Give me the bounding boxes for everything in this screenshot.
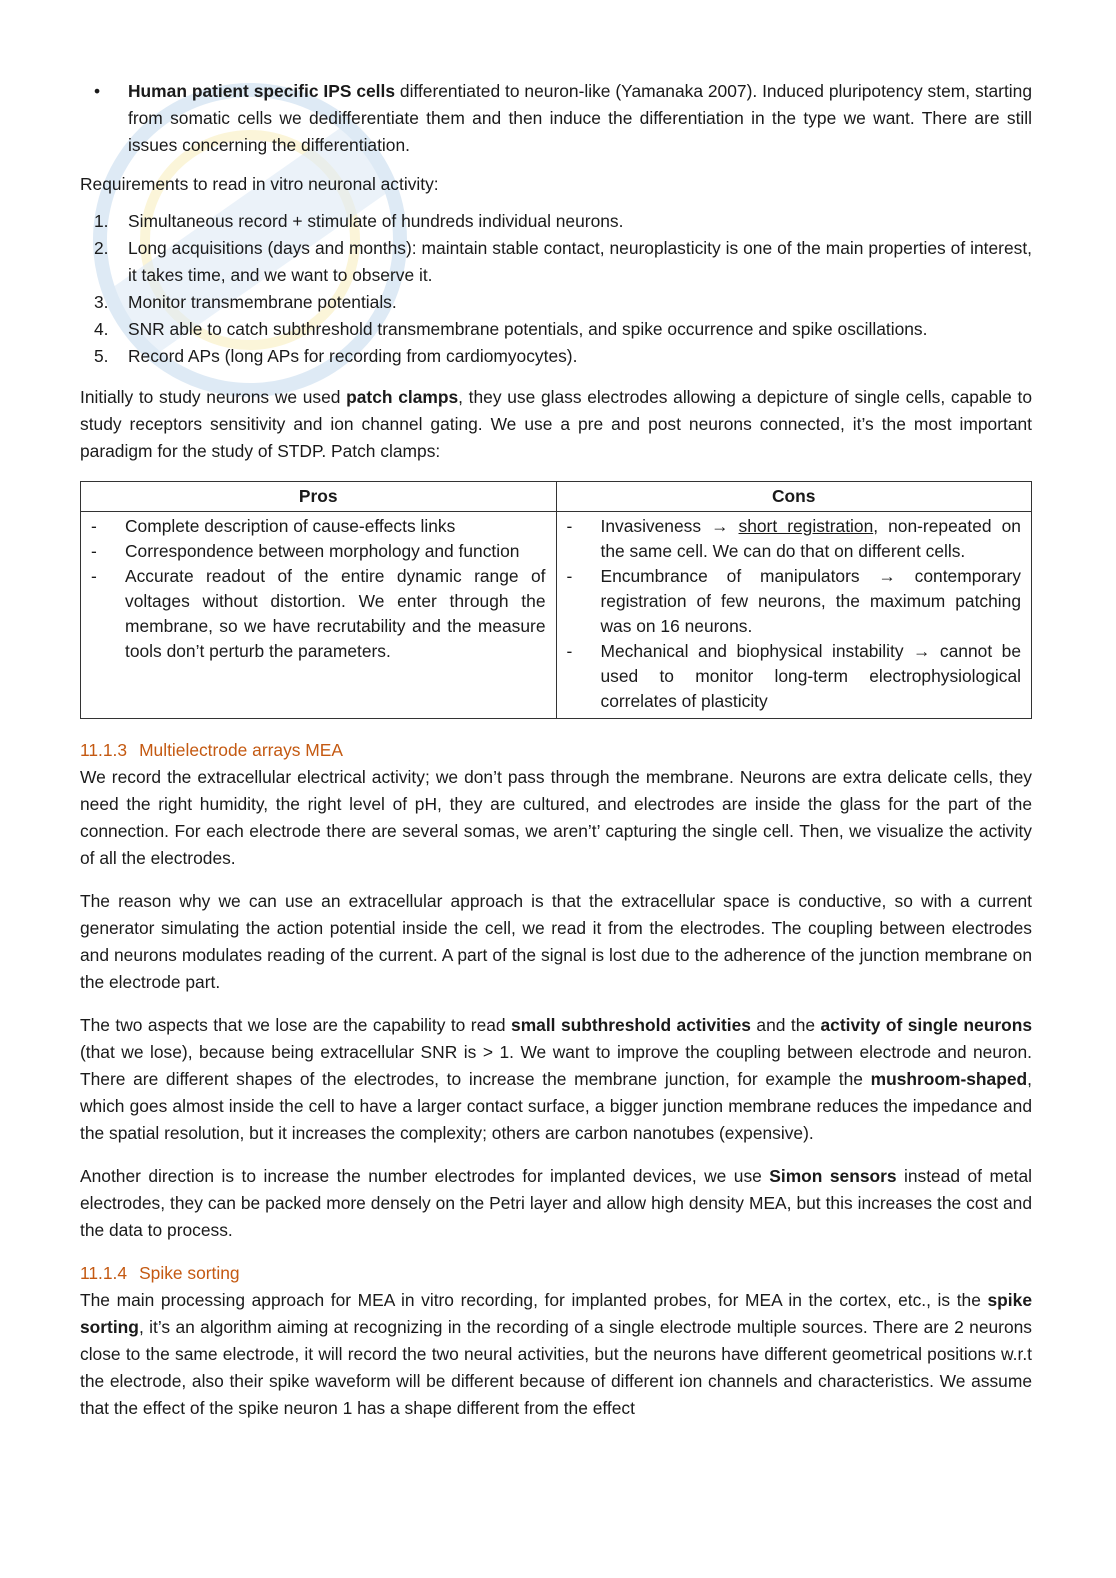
list-item: 1. Simultaneous record + stimulate of hundreds individual neurons. (94, 211, 624, 231)
pros-item: - Accurate readout of the entire dynamic range of voltages without distortion. We enter through the membrane, so we have recrutability and the measure tools don’t perturb the parameters. (85, 564, 546, 664)
cons-item: - Mechanical and biophysical instability → cannot be used to monitor long-term electrophysiological correlates of plasticity (561, 639, 1022, 714)
pros-item: - Correspondence between morphology and function (85, 539, 546, 564)
cons-cell (556, 512, 1032, 719)
list-item: 3. Monitor transmembrane potentials. (94, 292, 397, 312)
paragraph: The two aspects that we lose are the capability to read small subthreshold activities and the activity of single neurons (that we lose), because being extracellular SNR is > 1. We want to improve the coupling between electrode and neuron. There are different shapes of the electrodes, to increase the membrane junction, for example the mushroom-shaped, which goes almost inside the cell to have a larger contact surface, a bigger junction membrane reduces the impedance and the spatial resolution, but it increases the complexity; others are carbon nanotubes (expensive). (80, 1015, 1033, 1143)
paragraph: The reason why we can use an extracellular approach is that the extracellular space is conductive, so with a current generator simulating the action potential inside the cell, we read it from the electrodes. The coupling between electrodes and neurons modulates reading of the current. A part of the signal is lost due to the adherence of the junction membrane on the electrode part. (80, 891, 1032, 992)
list-item: 2. Long acquisitions (days and months): maintain stable contact, neuroplasticity is one of the main properties of interest, it takes time, and we want to observe it. (94, 238, 1032, 285)
pros-cell (81, 512, 557, 719)
list-item: 5. Record APs (long APs for recording from cardiomyocytes). (94, 346, 578, 366)
cons-item: - Encumbrance of manipulators → contemporary registration of few neurons, the maximum patching was on 16 neurons. (561, 564, 1022, 639)
intro-list (80, 78, 1032, 159)
cons-item: - Invasiveness → short registration, non-repeated on the same cell. We can do that on different cells. (561, 514, 1022, 564)
cons-header: Cons (556, 482, 1032, 512)
pros-header: Pros (81, 482, 557, 512)
paragraph: The main processing approach for MEA in vitro recording, for implanted probes, for MEA in the cortex, etc., is the spike sorting, it’s an algorithm aiming at recognizing in the recording of a single electrode multiple sources. There are 2 neurons close to the same electrode, it will record the two neural activities, but the neurons have different geometrical positions w.r.t the electrode, also their spike waveform will be different because of different ion channels and characteristics. We assume that the effect of the spike neuron 1 has a shape different from the effect (80, 1290, 1032, 1418)
list-item: 4. SNR able to catch subthreshold transmembrane potentials, and spike occurrence and spike oscillations. (94, 319, 928, 339)
section-heading-spike-sorting: 11.1.4 Spike sorting (80, 1263, 240, 1283)
pros-item: - Complete description of cause-effects links (85, 514, 546, 539)
pros-cons-table (80, 481, 1032, 719)
requirements-heading: Requirements to read in vitro neuronal activity: (80, 174, 439, 194)
paragraph: We record the extracellular electrical activity; we don’t pass through the membrane. Neurons are extra delicate cells, they need the right humidity, the right level of pH, they are cultured, and electrodes are inside the glass for the part of the connection. For each electrode there are several somas, we aren’t’ capturing the single cell. Then, we visualize the activity of all the electrodes. (80, 767, 1032, 868)
requirements-list (80, 208, 1032, 370)
paragraph: Another direction is to increase the number electrodes for implanted devices, we use Simon sensors instead of metal electrodes, they can be packed more densely on the Petri layer and allow high density MEA, but this increases the cost and the data to process. (80, 1166, 1032, 1240)
document-page (80, 78, 1032, 1438)
section-heading-mea: 11.1.3 Multielectrode arrays MEA (80, 740, 343, 760)
patch-clamp-paragraph: Initially to study neurons we used patch clamps, they use glass electrodes allowing a depicture of single cells, capable to study receptors sensitivity and ion channel gating. We use a pre and post neurons connected, it’s the most important paradigm for the study of STDP. Patch clamps: (80, 387, 1032, 461)
list-item: • Human patient specific IPS cells differentiated to neuron-like (Yamanaka 2007). Induced pluripotency stem, starting from somatic cells we dedifferentiate them and then induce the differentiation in the type we want. There are still issues concerning the differentiation. (80, 78, 1032, 159)
